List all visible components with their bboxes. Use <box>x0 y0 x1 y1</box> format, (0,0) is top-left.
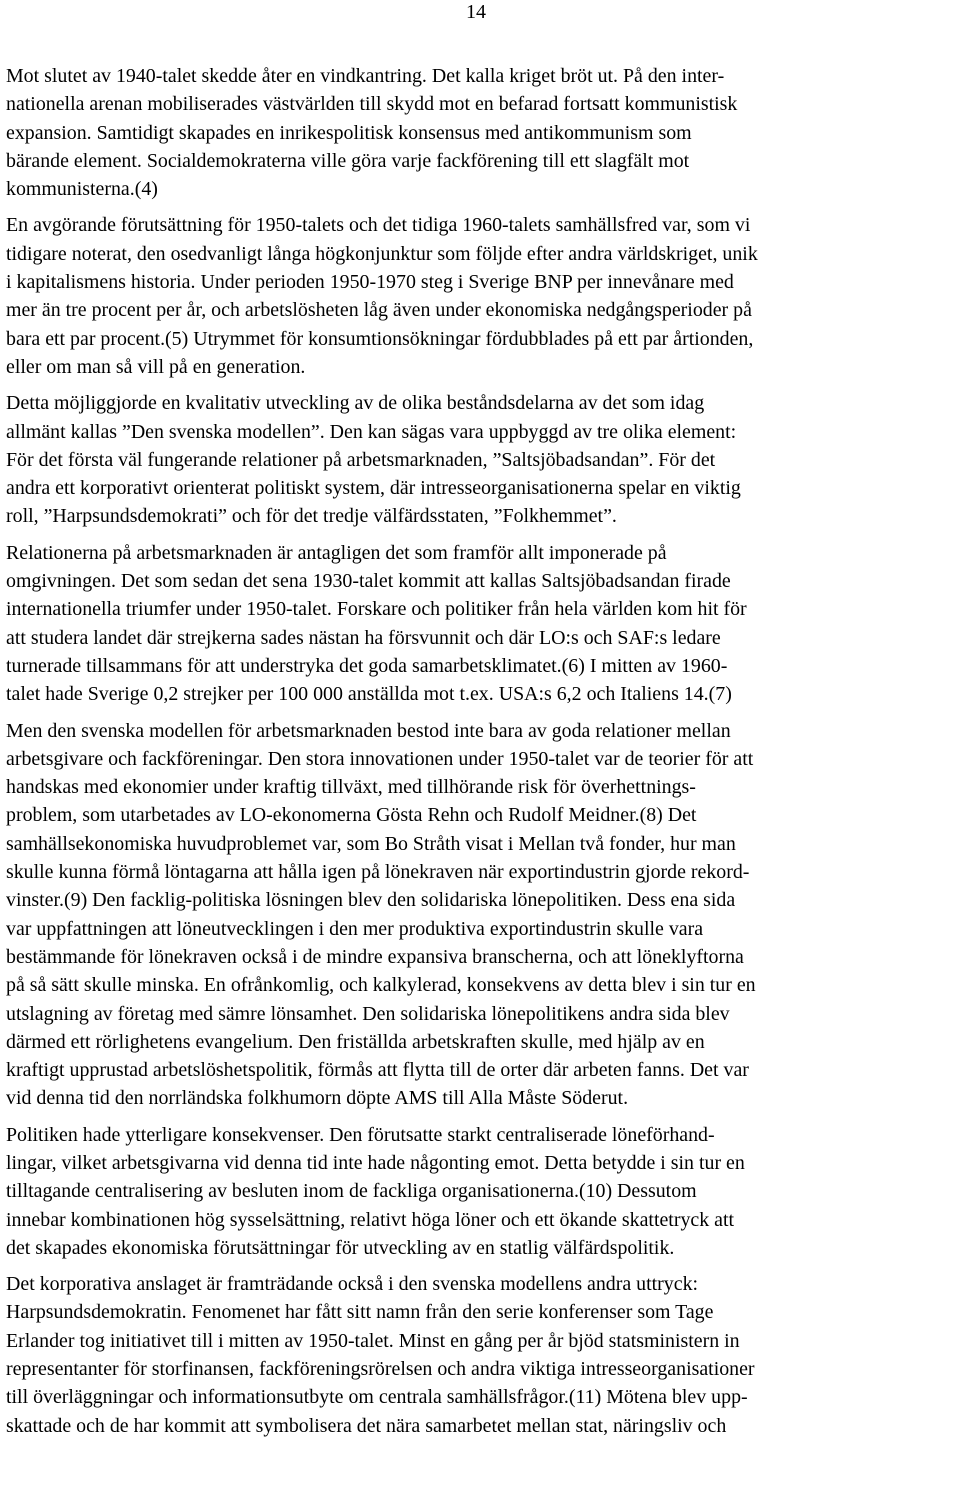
paragraph-economic-boom: En avgörande förutsättning för 1950-talets och det tidiga 1960-talets samhällsfred var, som vi tidigare noterat, den osedvanligt långa högkonjunktur som följde efter andra världskriget, unik i kapitalismens historia. Under perioden 1950-1970 steg i Sverige BNP per innevånare med mer än tre procent per år, och arbetslösheten låg även under ekonomiska nedgångsperioder på bara ett par procent.(5) Utrymmet för konsumtionsökningar fördubblades på ett par årtionden, eller om man så vill på en generation. <box>6 214 758 378</box>
paragraph-cold-war: Mot slutet av 1940-talet skedde åter en vindkantring. Det kalla kriget bröt ut. På den inter- nationella arenan mobiliserades västvärlden till skydd mot en befarad fortsatt kommunistisk expansion. Samtidigt skapades en inrikespolitisk konsensus med antikommunism som bärande element. Socialdemokraterna ville göra varje fackförening till ett slagfält mot kommunisterna.(4) <box>6 65 738 201</box>
paragraph-consequences: Politiken hade ytterligare konsekvenser. Den förutsatte starkt centraliserade löneförhand- lingar, vilket arbetsgivarna vid denna tid inte hade någonting emot. Detta betydde i sin tur en tilltagande centralisering av besluten inom de fackliga organisationerna.(10) Dessutom innebar kombinationen hög sysselsättning, relativt höga löner och ett ökande skattetryck att det skapades ekonomiska förutsättningar för utveckling av en statlig välfärdspolitik. <box>6 1123 745 1259</box>
paragraph-labour-relations: Relationerna på arbetsmarknaden är antagligen det som framför allt imponerade på omgivningen. Det som sedan det sena 1930-talet kommit att kallas Saltsjöbadsandan firade internationella triumfer under 1950-talet. Forskare och politiker från hela världen kom hit för att studera landet där strejkerna sades nästan ha försvunnit och där LO:s och SAF:s ledare turnerade tillsammans för att understryka det goda samarbetsklimatet.(6) I mitten av 1960- talet hade Sverige 0,2 strejker per 100 000 anställda mot t.ex. USA:s 6,2 och Italiens 14.(7) <box>6 541 747 706</box>
paragraph-rehn-meidner: Men den svenska modellen för arbetsmarknaden bestod inte bara av goda relationer mellan arbetsgivare och fackföreningar. Den stora innovationen under 1950-talet var de teorier för att handskas med ekonomier under kraftig tillväxt, med tillhörande risk för överhettnings- problem, som utarbetades av LO-ekonomerna Gösta Rehn och Rudolf Meidner.(8) Det samhällsekonomiska huvudproblemet var, som Bo Stråth visat i Mellan två fonder, hur man skulle kunna förmå löntagarna att hålla igen på lönekraven när exportindustrin gjorde rekord- vinster.(9) Den facklig-politiska lösningen blev den solidariska lönepolitiken. Dess ena sida var uppfattningen att löneutvecklingen i den mer produktiva exportindustrin skulle vara bestämmande för lönekraven också i de mindre expansiva branscherna, och att löneklyftorna på så sätt skulle minska. En ofrånkomlig, och kalkylerad, konsekvens av detta blev i sin tur en utslagning av företag med sämre lönsamhet. Den solidariska lönepolitikens andra sida blev därmed ett rörlighetens evangelium. Den friställda arbetskraften skulle, med hjälp av en kraftigt upprustad arbetslöshetspolitik, förmås att flytta till de orter där arbeten fanns. Det var vid denna tid den norrländska folkhumorn döpte AMS till Alla Måste Söderut. <box>6 719 756 1110</box>
body-text <box>6 62 958 1448</box>
paragraph-harpsund: Det korporativa anslaget är framträdande också i den svenska modellens andra uttryck: Harpsundsdemokratin. Fenomenet har fått sitt namn från den serie konferenser som Tage Erlander tog initiativet till i mitten av 1950-talet. Minst en gång per år bjöd statsministern in representanter för storfinansen, fackföreningsrörelsen och andra viktiga intresseorganisationer till överläggningar och informationsutbyte om centrala samhällsfrågor.(11) Mötena blev upp- skattade och de har kommit att symbolisera det nära samarbetet mellan stat, näringsliv och <box>6 1273 755 1437</box>
paragraph-swedish-model: Detta möjliggjorde en kvalitativ utveckling av de olika beståndsdelarna av det som idag allmänt kallas ”Den svenska modellen”. Den kan sägas vara uppbyggd av tre olika element: För det första väl fungerande relationer på arbetsmarknaden, ”Saltsjöbadsandan”. För det andra ett korporativt orienterat politiskt system, där intresseorganisationerna spelar en viktig roll, ”Harpsundsdemokrati” och för det tredje välfärdsstaten, ”Folkhemmet”. <box>6 392 741 528</box>
page-number: 14 <box>466 1 486 23</box>
